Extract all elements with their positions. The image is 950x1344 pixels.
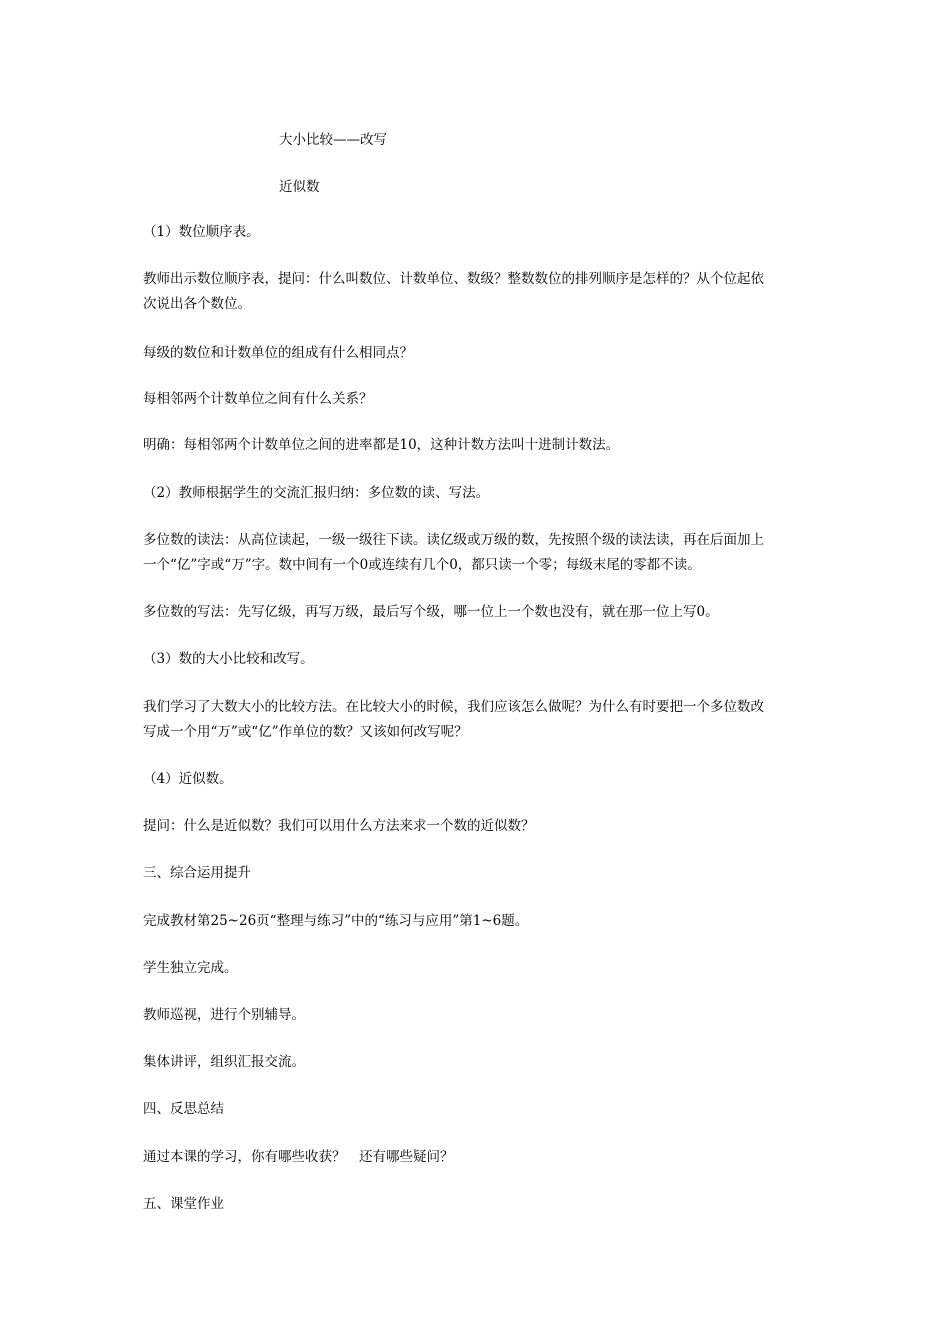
document-heading-approximate: 近似数: [279, 179, 320, 195]
section-title-practice: 三、综合运用提升: [143, 865, 251, 881]
paragraph-writing-rule: 多位数的写法：先写亿级，再写万级，最后写个级，哪一位上一个数也没有，就在那一位上写0。: [143, 604, 719, 620]
paragraph-reading-rule-line2: 一个“亿”字或“万”字。数中间有一个0或连续有几个0，都只读一个零；每级末尾的零都不读。: [143, 557, 701, 573]
paragraph-teacher-question-line1: 教师出示数位顺序表，提问：什么叫数位、计数单位、数级？整数数位的排列顺序是怎样的？从个位起依: [143, 271, 764, 287]
paragraph-group-review: 集体讲评，组织汇报交流。: [143, 1054, 305, 1070]
paragraph-teacher-guidance: 教师巡视，进行个别辅导。: [143, 1007, 305, 1023]
paragraph-teacher-question-line2: 次说出各个数位。: [143, 296, 251, 312]
paragraph-independent-work: 学生独立完成。: [143, 960, 238, 976]
paragraph-decimal-system: 明确：每相邻两个计数单位之间的进率都是10，这种计数方法叫十进制计数法。: [143, 437, 620, 453]
paragraph-approximate-number: （4）近似数。: [143, 771, 233, 787]
paragraph-reflection-question: 通过本课的学习，你有哪些收获？ 还有哪些疑问？: [143, 1149, 454, 1165]
paragraph-textbook-task: 完成教材第25~26页“整理与练习”中的“练习与应用”第1~6题。: [143, 913, 529, 929]
paragraph-place-value-table: （1）数位顺序表。: [143, 224, 260, 240]
paragraph-relationship: 每相邻两个计数单位之间有什么关系？: [143, 391, 373, 407]
paragraph-common-point: 每级的数位和计数单位的组成有什么相同点？: [143, 345, 413, 361]
paragraph-comparison-question-line1: 我们学习了大数大小的比较方法。在比较大小的时候，我们应该怎么做呢？为什么有时要把一个多位数改: [143, 699, 764, 715]
paragraph-comparison-question-line2: 写成一个用“万”或“亿”作单位的数？又该如何改写呢？: [143, 724, 468, 740]
paragraph-compare-rewrite: （3）数的大小比较和改写。: [143, 651, 314, 667]
paragraph-reading-rule-line1: 多位数的读法：从高位读起，一级一级往下读。读亿级或万级的数，先按照个级的读法读，再在后面加上: [143, 532, 764, 548]
document-heading-comparison: 大小比较——改写: [279, 132, 387, 148]
paragraph-approximate-question: 提问：什么是近似数？我们可以用什么方法来求一个数的近似数？: [143, 818, 535, 834]
paragraph-read-write-summary: （2）教师根据学生的交流汇报归纳：多位数的读、写法。: [143, 485, 490, 501]
section-title-homework: 五、课堂作业: [143, 1196, 224, 1212]
section-title-reflection: 四、反思总结: [143, 1101, 224, 1117]
